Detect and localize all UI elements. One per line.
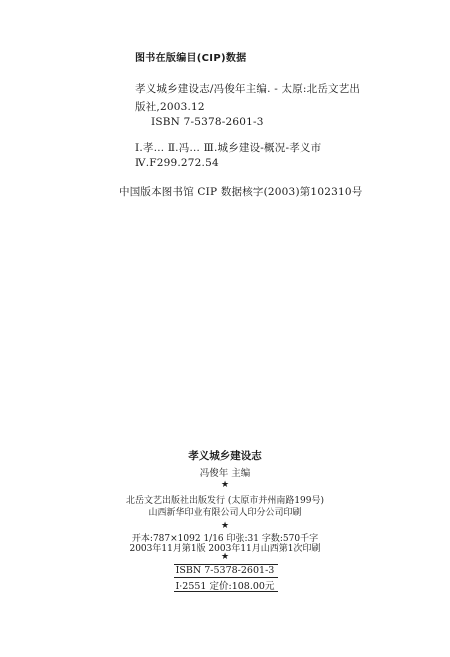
star-separator-icon: ★: [220, 480, 230, 490]
colophon-printer: 山西新华印业有限公司人印分公司印刷: [148, 508, 302, 518]
star-separator-icon: ★: [220, 521, 230, 531]
colophon-price: Ⅰ·2551 定价:108.00元: [175, 581, 275, 592]
star-separator-icon: ★: [220, 552, 230, 562]
cip-classification: Ⅰ.孝… Ⅱ.冯… Ⅲ.城乡建设-概况-孝义市: [135, 142, 322, 154]
colophon-specs: 开本:787×1092 1/16 印张:31 字数:570千字: [131, 534, 319, 544]
colophon-publisher: 北岳文艺出版社出版发行 (太原市并州南路199号): [125, 496, 325, 506]
cip-classification-number: Ⅳ.F299.272.54: [135, 157, 219, 169]
cip-heading: 图书在版编目(CIP)数据: [135, 53, 247, 64]
cip-title-line-continued: 版社,2003.12: [135, 101, 205, 113]
colophon-title: 孝义城乡建设志: [188, 450, 262, 462]
colophon-isbn: ISBN 7-5378-2601-3: [175, 565, 275, 576]
cip-title-line: 孝义城乡建设志/冯俊年主编. - 太原:北岳文艺出: [135, 83, 361, 95]
colophon-editor: 冯俊年 主编: [199, 468, 251, 479]
cip-isbn: ISBN 7-5378-2601-3: [151, 116, 264, 128]
colophon-edition: 2003年11月第1版 2003年11月山西第1次印刷: [129, 544, 321, 554]
cip-library-record: 中国版本图书馆 CIP 数据核字(2003)第102310号: [119, 186, 363, 198]
